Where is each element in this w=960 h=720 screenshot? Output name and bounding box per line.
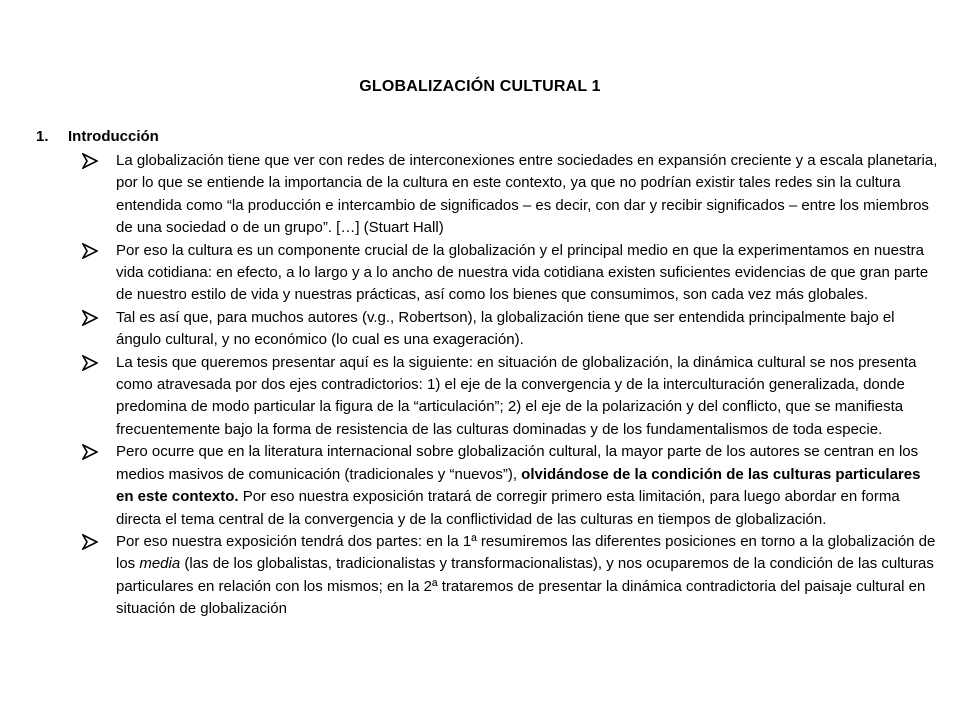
document-title: GLOBALIZACIÓN CULTURAL 1 bbox=[359, 78, 601, 95]
list-item bbox=[82, 150, 942, 240]
list-item bbox=[82, 307, 942, 352]
section-label: Introducción bbox=[68, 128, 159, 145]
item-text: Por eso nuestra exposición tendrá dos partes: en la 1ª resumiremos las diferentes posiciones en torno a la globalización de los bbox=[116, 532, 936, 573]
item-text: Pero ocurre que en la literatura internacional sobre globalización cultural, la mayor parte de los autores se centran en los medios masivos de comunicación (tradicionales y “nuevos”), bbox=[116, 443, 919, 483]
item-text: Tal es así que, para muchos autores (v.g., Robertson), la globalización tiene que ser entendida principalmente bajo el ángulo cultural, y no económico (lo cual es una exageración). bbox=[116, 308, 895, 349]
list-item bbox=[82, 441, 942, 531]
arrow-bullet-icon bbox=[82, 150, 104, 172]
section-number: 1. bbox=[36, 128, 49, 145]
list-item bbox=[82, 352, 942, 442]
item-bold-text: olvidándose de la condición de las culturas particulares en este contexto. bbox=[116, 465, 921, 506]
list-item bbox=[82, 240, 942, 307]
item-text: (las de los globalistas, tradicionalistas y transformacionalistas), y nos ocuparemos de la condición de las culturas particulares en relación con los mismos; en la 2ª trataremos de presentar la dinámica contradictoria del paisaje cultural en situación de globalización bbox=[116, 555, 934, 618]
arrow-bullet-icon bbox=[82, 352, 104, 374]
item-text: Por eso la cultura es un componente crucial de la globalización y el principal medio en que la experimentamos en nuestra vida cotidiana: en efecto, a lo largo y a lo ancho de nuestra vida cotidiana existen suficientes evidencias de que gran parte de nuestro estilo de vida y nuestras prácticas, así como los bienes que consumimos, son cada vez más globales. bbox=[116, 241, 929, 304]
item-italic-text: media bbox=[139, 555, 181, 573]
list-item bbox=[82, 531, 942, 621]
item-text: La tesis que queremos presentar aquí es la siguiente: en situación de globalización, la dinámica cultural se nos presenta como atravesada por dos ejes contradictorios: 1) el eje de la convergencia y de la interculturación generalizada, donde predomina de modo particular la figura de la “articulación”; 2) el eje de la polarización y del conflicto, que se manifiesta frecuentemente bajo la forma de resistencia de las culturas dominadas y de los fundamentalismos de toda especie. bbox=[116, 353, 917, 438]
bullet-list bbox=[82, 150, 942, 621]
item-text: Por eso nuestra exposición tratará de corregir primero esta limitación, para luego abordar en forma directa el tema central de la convergencia y de la conflictividad de las culturas en tiempos de globalización. bbox=[116, 488, 900, 528]
arrow-bullet-icon bbox=[82, 531, 104, 553]
arrow-bullet-icon bbox=[82, 240, 104, 262]
arrow-bullet-icon bbox=[82, 307, 104, 329]
arrow-bullet-icon bbox=[82, 441, 104, 463]
section-heading bbox=[36, 128, 159, 145]
item-text: La globalización tiene que ver con redes de interconexiones entre sociedades en expansión creciente y a escala planetaria, por lo que se entiende la importancia de la cultura en este contexto, ya que no podrían existir tales redes sin la cultura entendida como “la producción e intercambio de significados – es decir, con dar y recibir significados – entre los miembros de una sociedad o de un grupo”. […] (Stuart Hall) bbox=[116, 152, 938, 237]
